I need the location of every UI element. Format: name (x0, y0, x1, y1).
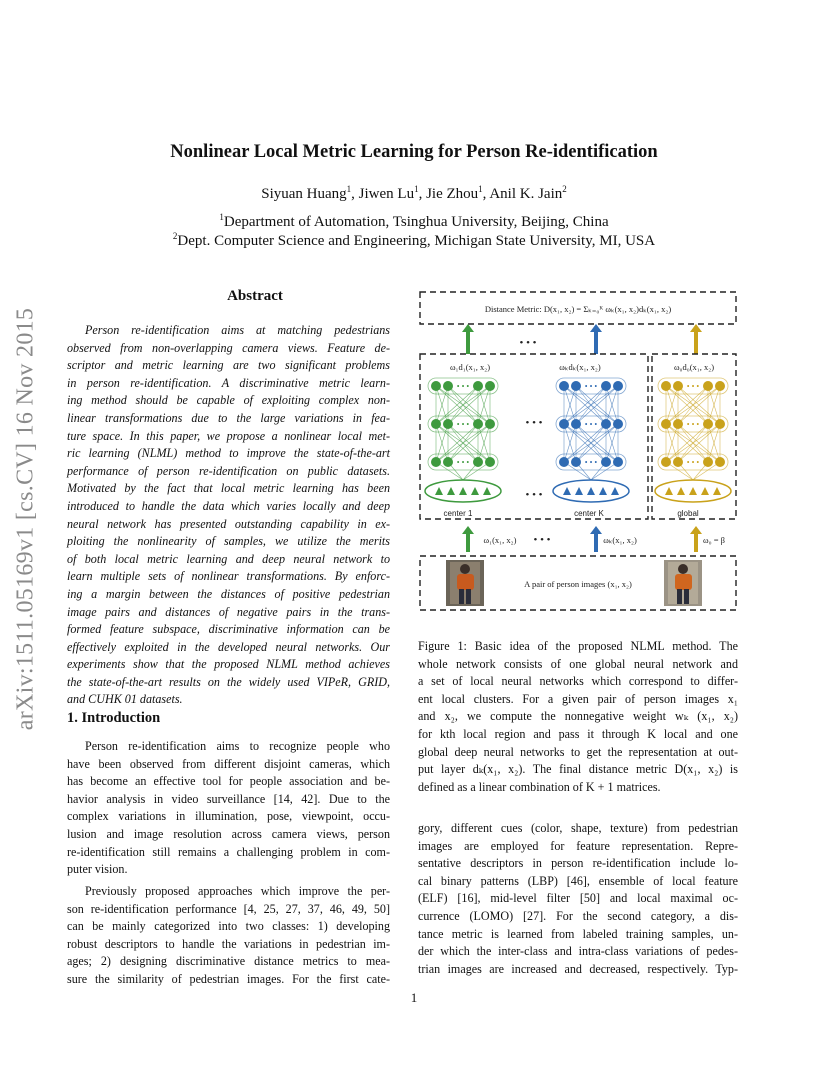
text-line: re-identification still remains a challenging problem in com- (67, 844, 390, 859)
center-1-label: center 1 (443, 509, 473, 518)
author-name: Jiwen Lu (358, 186, 415, 202)
text-line: ploiting the nonlinearity of samples, we utilize the merits (67, 534, 390, 549)
global-network-neuron (715, 457, 725, 467)
local-network-1-neuron (485, 457, 495, 467)
global-network-input-node (677, 487, 685, 495)
local-network-1-input-node (435, 487, 443, 495)
local-network-1 (425, 378, 501, 502)
weight-mid-label: ωₖ(x₁, x₂) (603, 535, 637, 545)
local-network-k-input-node (575, 487, 583, 495)
affiliation-2 (0, 233, 828, 250)
page-number: 1 (410, 990, 418, 1005)
local-network-k-input-node (611, 487, 619, 495)
global-network-input-node (689, 487, 697, 495)
global-network-neuron (703, 419, 713, 429)
global-label: global (677, 509, 699, 518)
global-network-neuron (661, 457, 671, 467)
text-line: havior analysis in video surveillance [14, 42]. Due to the (67, 791, 390, 806)
text-line: ric learning (NLML) method to improve the state-of-the-art (67, 446, 390, 461)
section-heading-introduction: 1. Introduction (67, 710, 161, 726)
local-network-1-neuron (473, 381, 483, 391)
text-line: robust descriptors to handle the variations in pedestrian im- (67, 936, 390, 951)
text-line: Figure 1: Basic idea of the proposed NLML method. The (418, 639, 738, 653)
local-network-1-input-node (447, 487, 455, 495)
author-name: Siyuan Huang (261, 186, 347, 202)
metric-label: Distance Metric: D(x₁, x₂) = Σₖ₌₀ᴷ ωₖ(x₁, x₂)dₖ(x₁, x₂) (484, 304, 672, 314)
dots-lower: • • • (525, 489, 543, 501)
text-line: defined as a linear combination of K + 1 matrices. (418, 779, 661, 794)
local-network-1-neuron-dots: • • • (456, 382, 470, 391)
text-line: ing a margin between the distances of positive pedestrian (67, 586, 390, 601)
text-line: puter vision. (67, 862, 128, 877)
text-line: trian images are increased and decreased, respectively. Typ- (418, 961, 738, 976)
text-line: ing method should be capable of exploiting complex non- (67, 393, 390, 408)
head-right-label: ω₀d₀(x₁, x₂) (673, 362, 715, 372)
global-network-neuron (715, 419, 725, 429)
local-network-1-input-node (471, 487, 479, 495)
text-line: and x₂, we compute the nonnegative weight wₖ (x₁, x₂) (418, 709, 738, 724)
text-line: effectively exploited in the developed neural networks. Our (67, 639, 390, 654)
text-line: complex variations in illumination, pose, viewpoint, occu- (67, 809, 390, 824)
figure-caption (418, 638, 738, 796)
local-network-k-neuron (601, 419, 611, 429)
affiliation-mark: 2 (172, 231, 178, 241)
local-network-k (553, 378, 629, 502)
local-network-k-neuron (571, 381, 581, 391)
global-network (655, 378, 731, 502)
text-line: linear transformations due to the large variations in fea- (67, 410, 390, 425)
text-line: image pairs and distances of negative pairs in the trans- (67, 604, 390, 619)
global-network-neuron-dots: • • • (686, 420, 700, 429)
text-line: and CUHK 01 datasets. (67, 692, 183, 707)
text-line: currence (LOMO) [27]. For the second category, a dis- (418, 908, 738, 923)
local-network-k-neuron-dots: • • • (584, 458, 598, 467)
text-line: experiments show that the proposed NLML method achieves (67, 657, 390, 672)
local-network-1-neuron (431, 457, 441, 467)
head-mid-label: ωₖdₖ(x₁, x₂) (559, 362, 601, 372)
text-line: of both local metric learning and deep neural network to (67, 551, 390, 566)
text-line: Motivated by the fact that local metric learning has been (67, 481, 390, 496)
introduction-paragraph-2 (67, 883, 390, 989)
nlml-architecture-figure (412, 286, 742, 616)
local-network-k-neuron (601, 381, 611, 391)
dots-mid: • • • (525, 417, 543, 429)
text-line: sentative descriptors in person re-identification include lo- (418, 856, 738, 871)
affiliation-mark: 1 (346, 184, 352, 194)
author-name: Jie Zhou (426, 186, 479, 202)
affiliation-1 (0, 214, 828, 231)
center-k-label: center K (574, 509, 604, 518)
local-network-k-neuron (613, 419, 623, 429)
local-network-k-neuron-dots: • • • (584, 420, 598, 429)
global-network-neuron (661, 381, 671, 391)
global-network-input-node (701, 487, 709, 495)
author-list: Siyuan Huang$^1$, Jiwen Lu$^1$, Jie Zhou$^1$, Anil K. Jain$^2$ (261, 184, 567, 202)
local-network-1-input-node (483, 487, 491, 495)
affiliation-mark: 1 (414, 184, 419, 194)
person-image-2 (664, 560, 702, 606)
local-network-1-neuron (443, 381, 453, 391)
local-network-1-neuron (473, 457, 483, 467)
text-line: a set of local neural networks which correspond to differ- (418, 674, 738, 689)
local-network-k-neuron (613, 381, 623, 391)
text-line: scriptor and metric learning are two significant problems (67, 358, 390, 373)
weight-right-label: ω₀ = β (703, 535, 725, 545)
local-network-k-neuron (571, 457, 581, 467)
text-line: put layer dₖ(x₁, x₂). The final distance metric D(x₁, x₂) is (418, 762, 738, 777)
global-network-neuron (673, 457, 683, 467)
abstract-body (67, 322, 390, 709)
text-line: Previously proposed approaches which improve the per- (85, 884, 390, 898)
global-network-neuron (661, 419, 671, 429)
text-line: ages; 2) designing discriminative distance metrics to mea- (67, 954, 390, 969)
text-line: can be mainly categorized into two classes: 1) developing (67, 919, 390, 934)
local-network-1-neuron (485, 381, 495, 391)
text-line: whole network consists of one global neural network and (418, 656, 738, 671)
text-line: Person re-identification aims at matching pedestrians (85, 323, 390, 337)
local-network-k-neuron (559, 419, 569, 429)
text-line: ent local clusters. For a given pair of person images x₁ (418, 691, 738, 706)
text-line: cal binary patterns (LBP) [46], ensemble of local feature (418, 873, 738, 888)
text-line: in person re-identification. A discriminative metric learn- (67, 375, 390, 390)
local-network-1-neuron-dots: • • • (456, 458, 470, 467)
text-line: performance of person re-identification on public datasets. (67, 463, 390, 478)
global-network-neuron-dots: • • • (686, 458, 700, 467)
text-line: observed from non-overlapping camera views. Feature de- (67, 340, 390, 355)
local-network-k-neuron (559, 381, 569, 391)
affiliation-mark: 2 (562, 184, 567, 194)
author-name: Anil K. Jain (489, 186, 563, 202)
arrows-top (462, 324, 702, 354)
text-line: introduced to handle the data which varies locally and deep (67, 498, 390, 513)
local-network-1-input-node (459, 487, 467, 495)
global-network-neuron (715, 381, 725, 391)
global-network-neuron (673, 419, 683, 429)
text-line: ture space. In this paper, we propose a nonlinear local met- (67, 428, 390, 443)
global-network-input-node (665, 487, 673, 495)
abstract-heading: Abstract (227, 288, 283, 304)
global-network-neuron (703, 457, 713, 467)
local-network-1-neuron (473, 419, 483, 429)
global-network-input-node (713, 487, 721, 495)
text-line: gory, different cues (color, shape, texture) from pedestrian (418, 821, 738, 835)
head-left-label: ω₁d₁(x₁, x₂) (449, 362, 491, 372)
paper-title: Nonlinear Local Metric Learning for Person Re-identification (170, 142, 658, 162)
arxiv-watermark (6, 274, 46, 764)
local-network-1-neuron (485, 419, 495, 429)
text-line: Person re-identification aims to recognize people who (85, 739, 390, 753)
global-network-neuron-dots: • • • (686, 382, 700, 391)
text-line: the state-of-the-art results on the widely used VIPeR, GRID, (67, 674, 390, 689)
local-network-k-input-node (599, 487, 607, 495)
local-network-k-neuron-dots: • • • (584, 382, 598, 391)
local-network-1-neuron (431, 419, 441, 429)
text-line: sure the similarity of pedestrian images. For the first cate- (67, 971, 390, 986)
dots-top: • • • (519, 337, 537, 349)
local-network-1-neuron (443, 419, 453, 429)
text-line: for kth local region and pass it through K local and one (418, 726, 738, 741)
text-line: have been observed from different disjoint cameras, which (67, 756, 390, 771)
text-line: neural network has presented outstanding capability in ex- (67, 516, 390, 531)
text-line: son re-identification performance [4, 25, 27, 37, 46, 49, 50] (67, 901, 390, 916)
local-network-1-neuron (443, 457, 453, 467)
weight-left-label: ω₁(x₁, x₂) (483, 535, 517, 545)
affiliation-mark: 1 (478, 184, 483, 194)
text-line: global deep neural networks to get the representation at out- (418, 744, 738, 759)
text-line: images are employed for feature representation. Repre- (418, 838, 738, 853)
dots-weights: • • • (533, 534, 551, 546)
local-network-k-neuron (601, 457, 611, 467)
text-line: has become an effective tool for people association and be- (67, 774, 390, 789)
text-line: lusion and image resolution across camera views, person (67, 826, 390, 841)
global-network-neuron (703, 381, 713, 391)
text-line: tance metric is learned from labeled training samples, un- (418, 926, 738, 941)
local-network-k-neuron (571, 419, 581, 429)
text-line: (ELF) [16], mid-level filter [50] and local maximal oc- (418, 891, 738, 906)
local-network-k-neuron (559, 457, 569, 467)
arxiv-id-text: arXiv:1511.05169v1 [cs.CV] 16 Nov 2015 (12, 307, 39, 731)
text-line: learn multiple sets of nonlinear transformations. By enforc- (67, 569, 390, 584)
affiliation-text: Dept. Computer Science and Engineering, Michigan State University, MI, USA (177, 233, 656, 249)
local-network-1-neuron-dots: • • • (456, 420, 470, 429)
affiliation-mark: 1 (219, 212, 224, 222)
local-network-k-neuron (613, 457, 623, 467)
local-network-k-input-node (563, 487, 571, 495)
affiliation-text: Department of Automation, Tsinghua University, Beijing, China (223, 214, 609, 230)
local-network-1-neuron (431, 381, 441, 391)
introduction-paragraph-1 (67, 738, 390, 879)
introduction-continued (418, 820, 738, 978)
text-line: der which the inter-class and intra-class variations of pedes- (418, 944, 738, 959)
global-network-neuron (673, 381, 683, 391)
person-image-1 (446, 560, 484, 606)
text-line: formed feature subspace, discriminative information can be (67, 622, 390, 637)
local-network-k-input-node (587, 487, 595, 495)
image-pair-label: A pair of person images (x₁, x₂) (524, 579, 632, 589)
